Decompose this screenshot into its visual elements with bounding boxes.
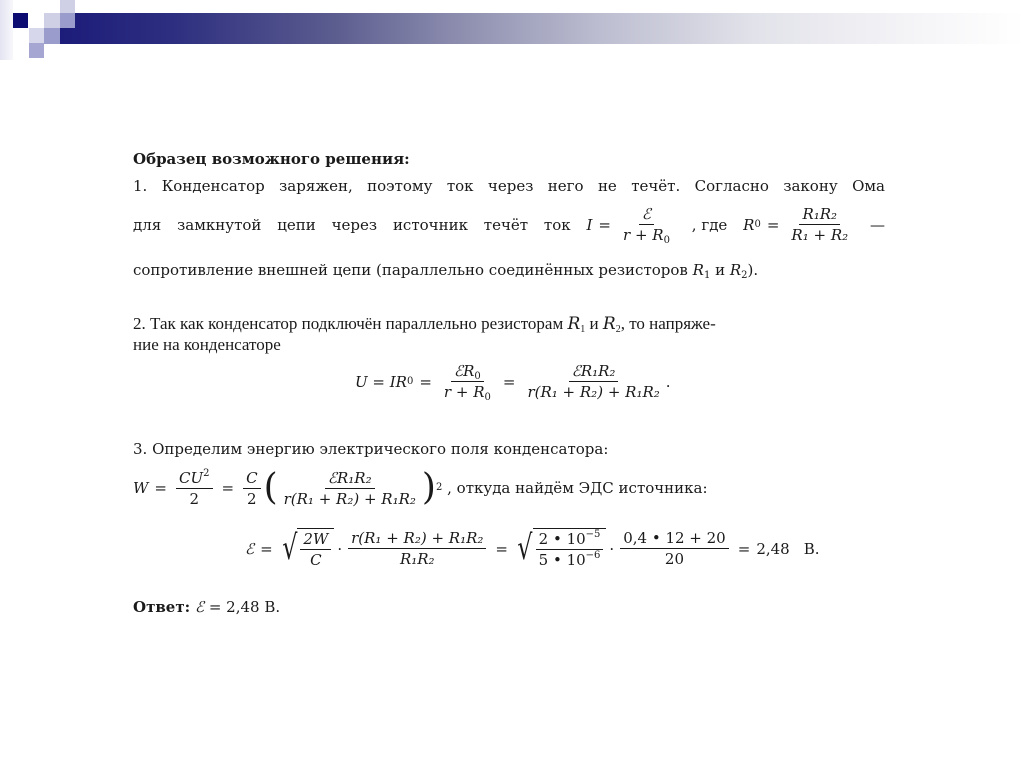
fraction-numerator: 0,4 • 12 + 20	[620, 529, 729, 549]
fraction-denominator: r(R₁ + R₂) + R₁R₂	[283, 489, 416, 508]
fraction-denominator: R₁R₂	[399, 550, 435, 568]
fraction-numerator: ℰR₁R₂	[569, 362, 619, 382]
formula-energy: W = $\frac{CU^2}{2}$ = $\frac{C}{2}$ ( $\frac{\text{ℰR₁R₂}}{\text{r(R₁ + R₂) + R₁R₂}}$ ) 2	[133, 467, 443, 508]
text: и	[715, 261, 726, 279]
fraction	[620, 205, 673, 244]
text: , то напряже-	[620, 314, 716, 333]
word: заряжен,	[279, 177, 353, 195]
header-square-top	[60, 0, 75, 13]
header-square-lower-pale	[29, 28, 44, 43]
fraction	[788, 205, 851, 244]
formula-voltage: U = IR 0 = $\frac{ℰR_0}{r + R_0}$ = $\frac{\text{ℰR₁R₂}}{\text{r(R₁ + R₂) + R₁R₂}}$ .	[355, 362, 671, 403]
fraction-denominator: C	[310, 551, 322, 569]
fraction: $\frac{ℰR_0}{r + R_0}$	[443, 362, 491, 403]
word: цепи	[277, 215, 316, 234]
answer-symbol: ℰ	[194, 598, 205, 616]
word: Согласно	[694, 177, 769, 195]
header-square-lavender	[60, 13, 75, 28]
word: поэтому	[367, 177, 433, 195]
square-root: √ $\frac{2W}{C}$	[279, 528, 335, 569]
text: 2. Так как конденсатор подключён параллельно резисторам	[133, 314, 564, 333]
answer-label: Ответ:	[133, 598, 191, 616]
word: замкнутой	[177, 215, 262, 234]
header-gradient-bar	[60, 13, 1024, 44]
header-square-pale	[44, 13, 60, 28]
fraction	[243, 469, 260, 508]
exponent: −6	[585, 550, 601, 561]
word: ток	[543, 215, 571, 234]
fraction-denominator: r(R₁ + R₂) + R₁R₂	[527, 383, 660, 401]
word: течёт.	[631, 177, 681, 195]
result-value: 2,48	[756, 539, 790, 558]
step2-line1: 2. Так как конденсатор подключён параллельно резисторам $R_1$ и $R_2$, то напряже-	[133, 314, 716, 335]
fraction-numerator: ℰR₁R₂	[325, 469, 375, 489]
exponent: −5	[585, 529, 601, 540]
word: ток	[446, 177, 474, 195]
word: для	[133, 215, 162, 234]
result-unit: В.	[803, 539, 820, 558]
fraction	[620, 529, 729, 568]
step1-line1	[133, 177, 885, 195]
word: источник	[392, 215, 468, 234]
formula-emf: ℰ = √ $\frac{2W}{C}$ · $\frac{\text{r(R₁ + R₂) + R₁R₂}}{\text{R₁R₂}}$ = √ $\frac{2 • 10^{-5}}{5 • 10^{-6}}$ · $\frac{0,4 • 12 + 20}{20}$ = 2,48 В.	[245, 528, 820, 569]
symbol-r1: R	[692, 261, 704, 279]
formula-current: I = $\frac{\text{ℰ}}{r + R_0}$	[586, 205, 675, 244]
fraction-numerator: r(R₁ + R₂) + R₁R₂	[348, 529, 486, 549]
period: .	[665, 372, 671, 391]
step3-line1: 3. Определим энергию электрического поля конденсатора:	[133, 440, 609, 458]
word: 1.	[133, 177, 148, 195]
fraction-numerator: 2W	[300, 530, 331, 550]
fraction-numerator: 2 • 10	[538, 530, 586, 548]
step3-formula-row	[133, 468, 708, 508]
dash: —	[869, 215, 885, 234]
fraction-denominator: R₁ + R₂	[791, 226, 849, 244]
fraction-denominator: 2	[189, 489, 200, 508]
text: сопротивление внешней цепи (параллельно соединённых резисторов	[133, 261, 688, 279]
word: через	[331, 215, 378, 234]
header-fade-strip	[0, 0, 13, 60]
fraction-denominator: r + R	[443, 383, 485, 401]
formula-symbol: I	[586, 215, 593, 234]
text: , откуда найдём ЭДС источника:	[447, 479, 708, 497]
word: Ома	[852, 177, 885, 195]
fraction	[281, 469, 419, 508]
square-root: √ $\frac{2 • 10^{-5}}{5 • 10^{-6}}$	[514, 528, 606, 569]
word: через	[487, 177, 534, 195]
fraction	[524, 362, 662, 401]
symbol-r2: R	[729, 261, 742, 279]
fraction-numerator: C	[243, 469, 260, 489]
subscript: 0	[663, 235, 670, 246]
fraction-denominator: 5 • 10	[538, 551, 586, 569]
fraction-denominator: r + R	[623, 226, 664, 244]
header-square-bottom	[29, 43, 44, 58]
word: , где	[691, 215, 728, 234]
fraction-numerator: ℰR	[454, 362, 475, 380]
answer-value: = 2,48 В.	[208, 598, 281, 616]
text: и	[589, 314, 599, 333]
fraction-numerator: CU	[179, 468, 204, 487]
answer-line	[133, 598, 280, 616]
fraction-numerator: ℰ	[639, 205, 654, 225]
header-square-navy	[13, 13, 28, 28]
fraction-numerator: R₁R₂	[799, 205, 840, 225]
word: него	[547, 177, 584, 195]
fraction: $\frac{CU^2}{2}$	[176, 469, 213, 508]
fraction-denominator: 20	[664, 550, 685, 568]
fraction-denominator: 2	[247, 489, 257, 508]
formula-symbol: ℰ	[245, 539, 255, 558]
solution-heading: Образец возможного решения:	[133, 150, 410, 168]
word: Конденсатор	[161, 177, 265, 195]
formula-r0: R 0 = $\frac{\text{R₁R₂}}{\text{R₁ + R₂}}$	[743, 205, 854, 244]
formula-symbol: R	[743, 215, 755, 234]
fraction	[348, 529, 486, 568]
formula-symbol: W	[133, 479, 149, 497]
header-square-lower-lavender	[44, 28, 60, 44]
word: не	[597, 177, 617, 195]
formula-lhs: U = IR	[355, 372, 407, 391]
step2-line2: ние на конденсаторе	[133, 335, 281, 354]
word: закону	[783, 177, 838, 195]
step1-line2	[133, 205, 885, 244]
word: течёт	[483, 215, 529, 234]
fraction	[536, 530, 604, 569]
step1-line3: сопротивление внешней цепи (параллельно соединённых резисторов $R_1$ и $R_2$).	[133, 261, 759, 281]
text: ).	[747, 261, 759, 279]
fraction	[300, 530, 331, 569]
